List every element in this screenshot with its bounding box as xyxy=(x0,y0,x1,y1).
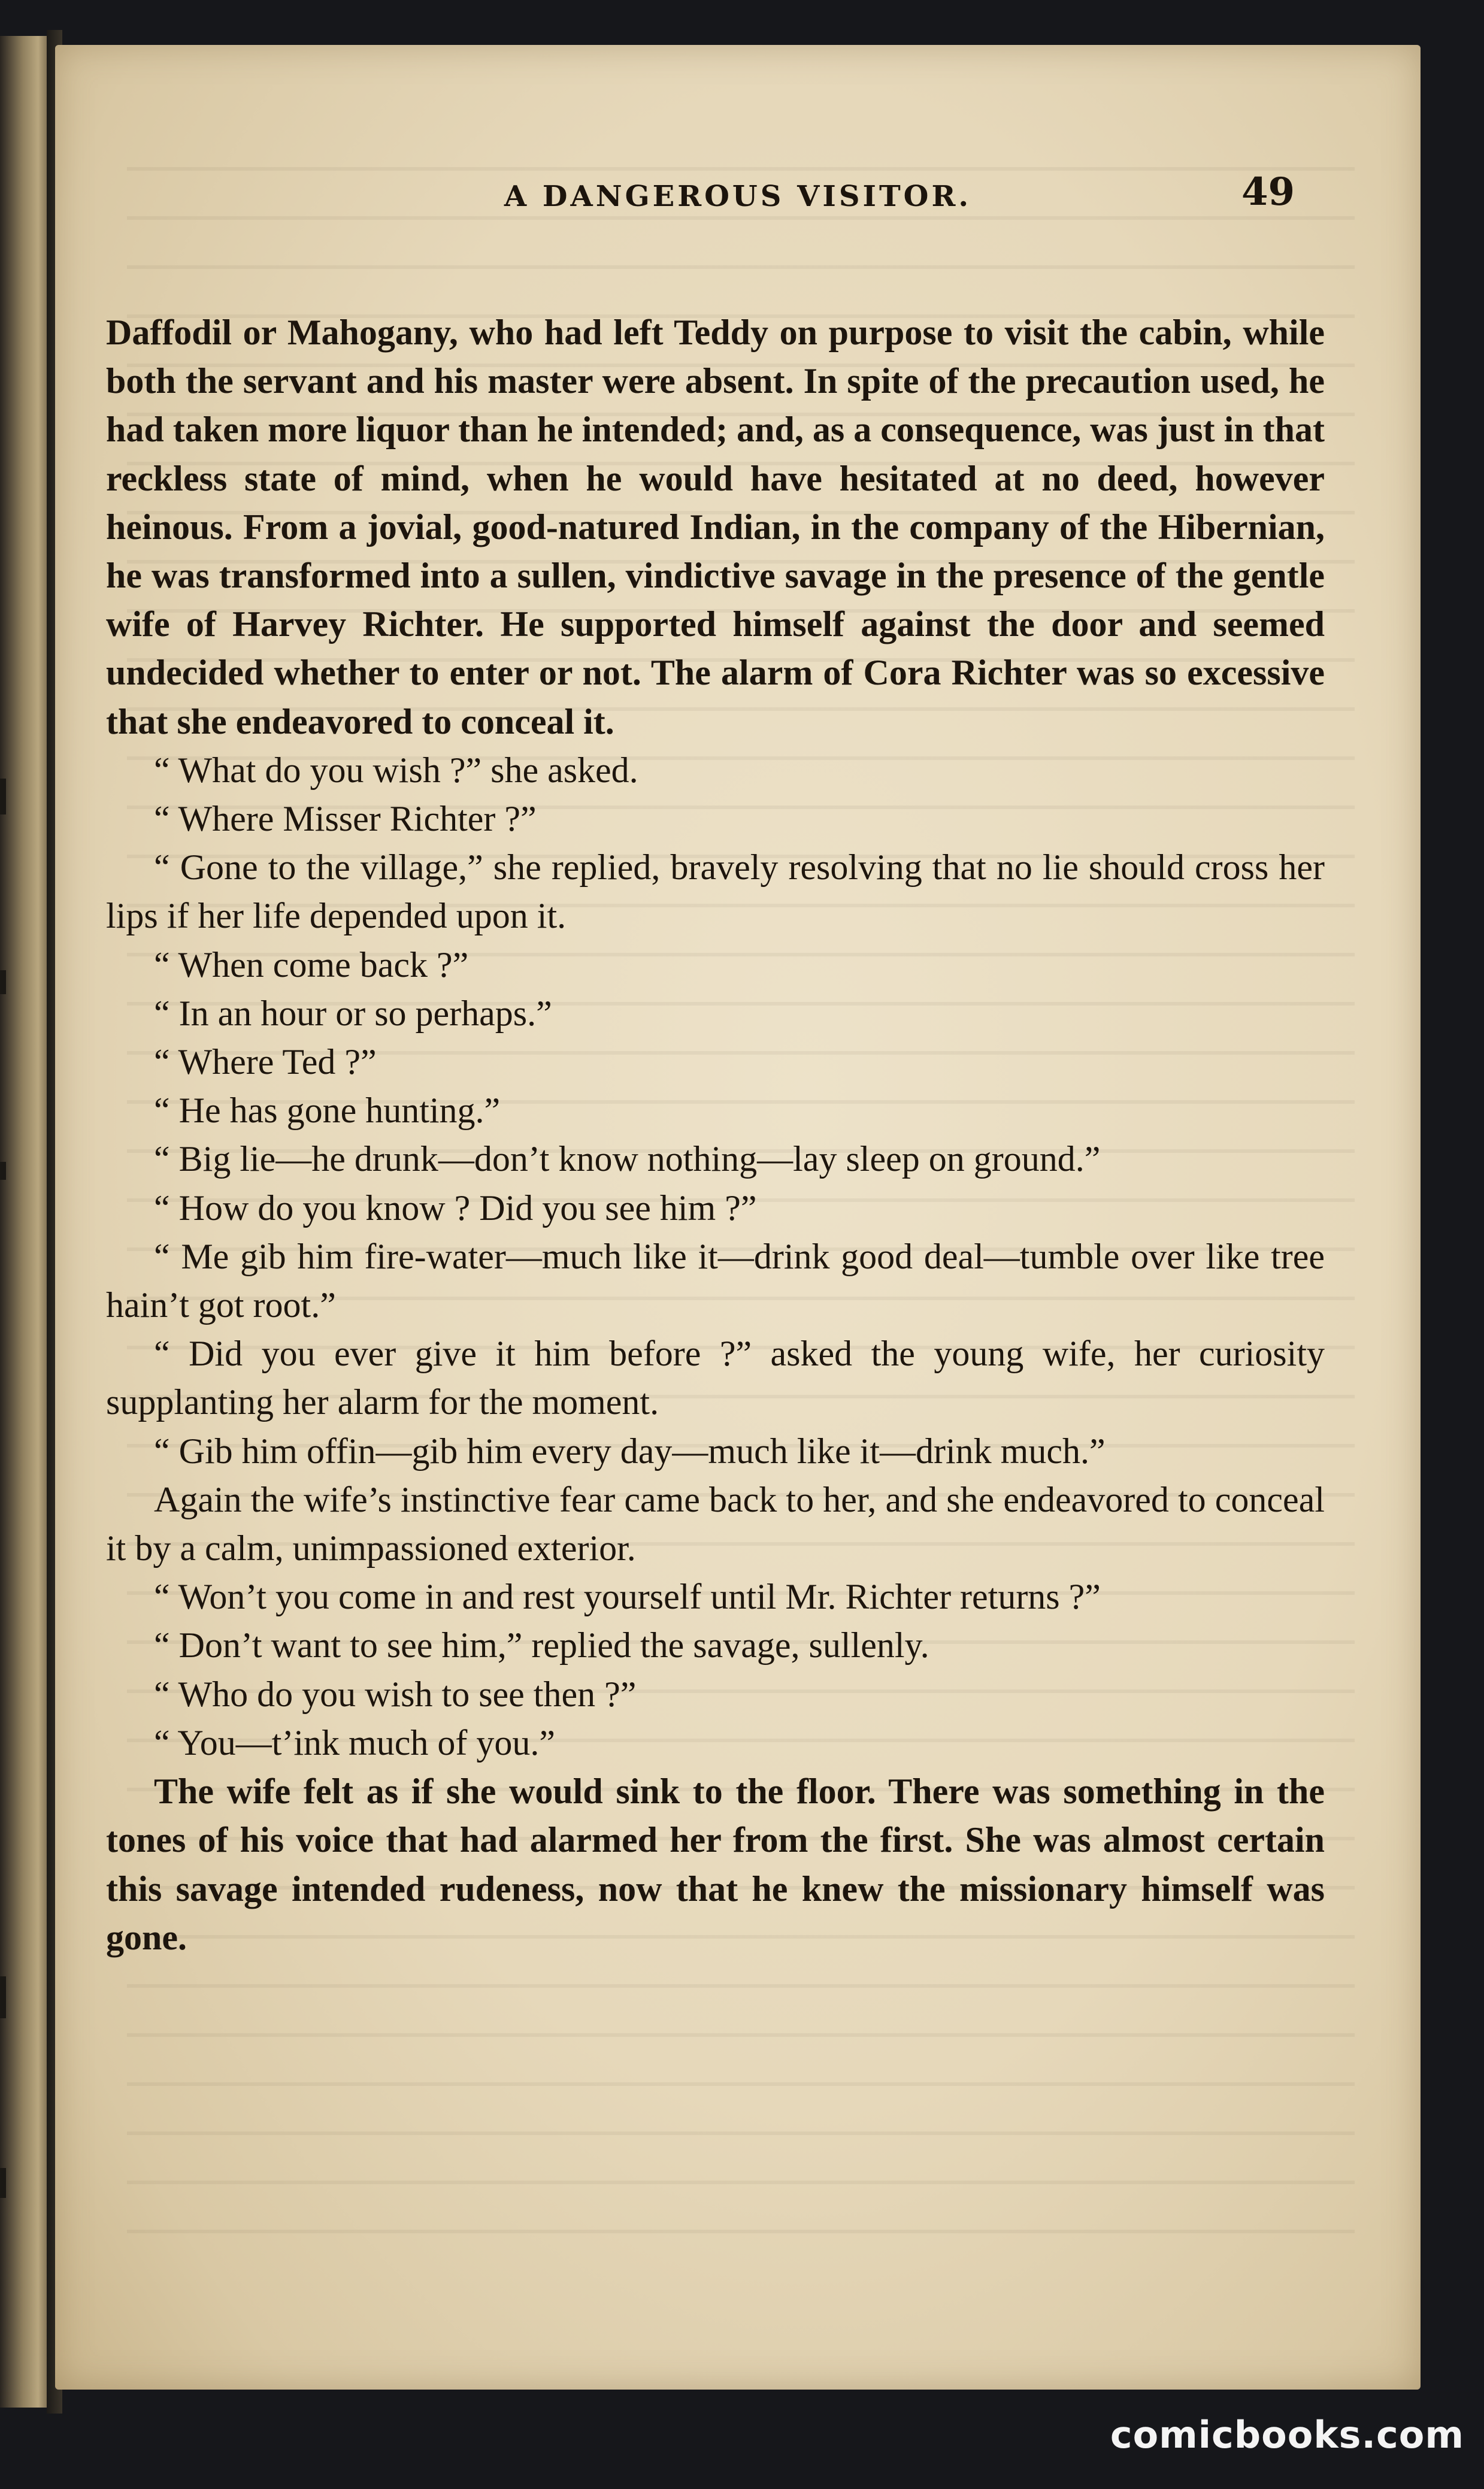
paragraph: “ Where Ted ?” xyxy=(154,1042,377,1082)
paragraph: “ When come back ?” xyxy=(154,944,469,985)
paragraph: “ How do you know ? Did you see him ?” xyxy=(154,1188,757,1228)
paragraph: “ You—t’ink much of you.” xyxy=(154,1722,555,1763)
watermark: comicbooks.com xyxy=(1110,2412,1464,2457)
paragraph: “ In an hour or so perhaps.” xyxy=(154,993,552,1033)
running-head: A DANGEROUS VISITOR. xyxy=(504,180,972,213)
paragraph: “ Gib him offin—gib him every day—much like it—drink much.” xyxy=(154,1431,1106,1471)
paragraph: Again the wife’s instinctive fear came back to her, and she endeavored to conceal it by a calm, unimpassioned exterior. xyxy=(106,1479,1325,1569)
previous-page-edge xyxy=(0,36,51,2408)
paragraph: “ Don’t want to see him,” replied the savage, sullenly. xyxy=(154,1625,929,1666)
paragraph: “ Big lie—he drunk—don’t know nothing—lay sleep on ground.” xyxy=(154,1139,1101,1179)
paragraph: “ What do you wish ?” she asked. xyxy=(154,750,638,790)
paragraph: “ Did you ever give it him before ?” asked the young wife, her curiosity supplanting her alarm for the moment. xyxy=(106,1334,1325,1422)
paragraph: “ Gone to the village,” she replied, bravely resolving that no lie should cross her lips if her life depended upon it. xyxy=(106,847,1325,936)
paragraph: Daffodil or Mahogany, who had left Teddy on purpose to visit the cabin, while both the servant and his master were absent. In spite of the precaution used, he had taken more liquor than he intended; and, as a consequence, was just in that reckless state of mind, when he would have hesitated at no deed, however heinous. From a jovial, good-natured Indian, in the company of the Hibernian, he was transformed into a sullen, vindictive savage in the presence of the gentle wife of Harvey Richter. He supported himself against the door and seemed undecided whether to enter or not. The alarm of Cora Richter was so excessive that she endeavored to conceal it. xyxy=(106,313,1325,741)
scan-border xyxy=(1421,0,1484,2489)
book-page xyxy=(55,45,1421,2390)
paragraph: “ He has gone hunting.” xyxy=(154,1091,501,1131)
paragraph: “ Won’t you come in and rest yourself until Mr. Richter returns ?” xyxy=(154,1577,1101,1617)
paragraph: The wife felt as if she would sink to the floor. There was something in the tones of his voice that had alarmed her from the first. She was almost certain this savage intended rudeness, now that he knew the missionary himself was gone. xyxy=(106,1772,1325,1957)
paragraph: “ Me gib him fire-water—much like it—drink good deal—tumble over like tree hain’t got root.” xyxy=(106,1236,1325,1325)
paragraph: “ Where Misser Richter ?” xyxy=(154,799,537,839)
page-number: 49 xyxy=(1241,169,1295,214)
body-text xyxy=(106,308,1325,1962)
paragraph: “ Who do you wish to see then ?” xyxy=(154,1674,637,1714)
